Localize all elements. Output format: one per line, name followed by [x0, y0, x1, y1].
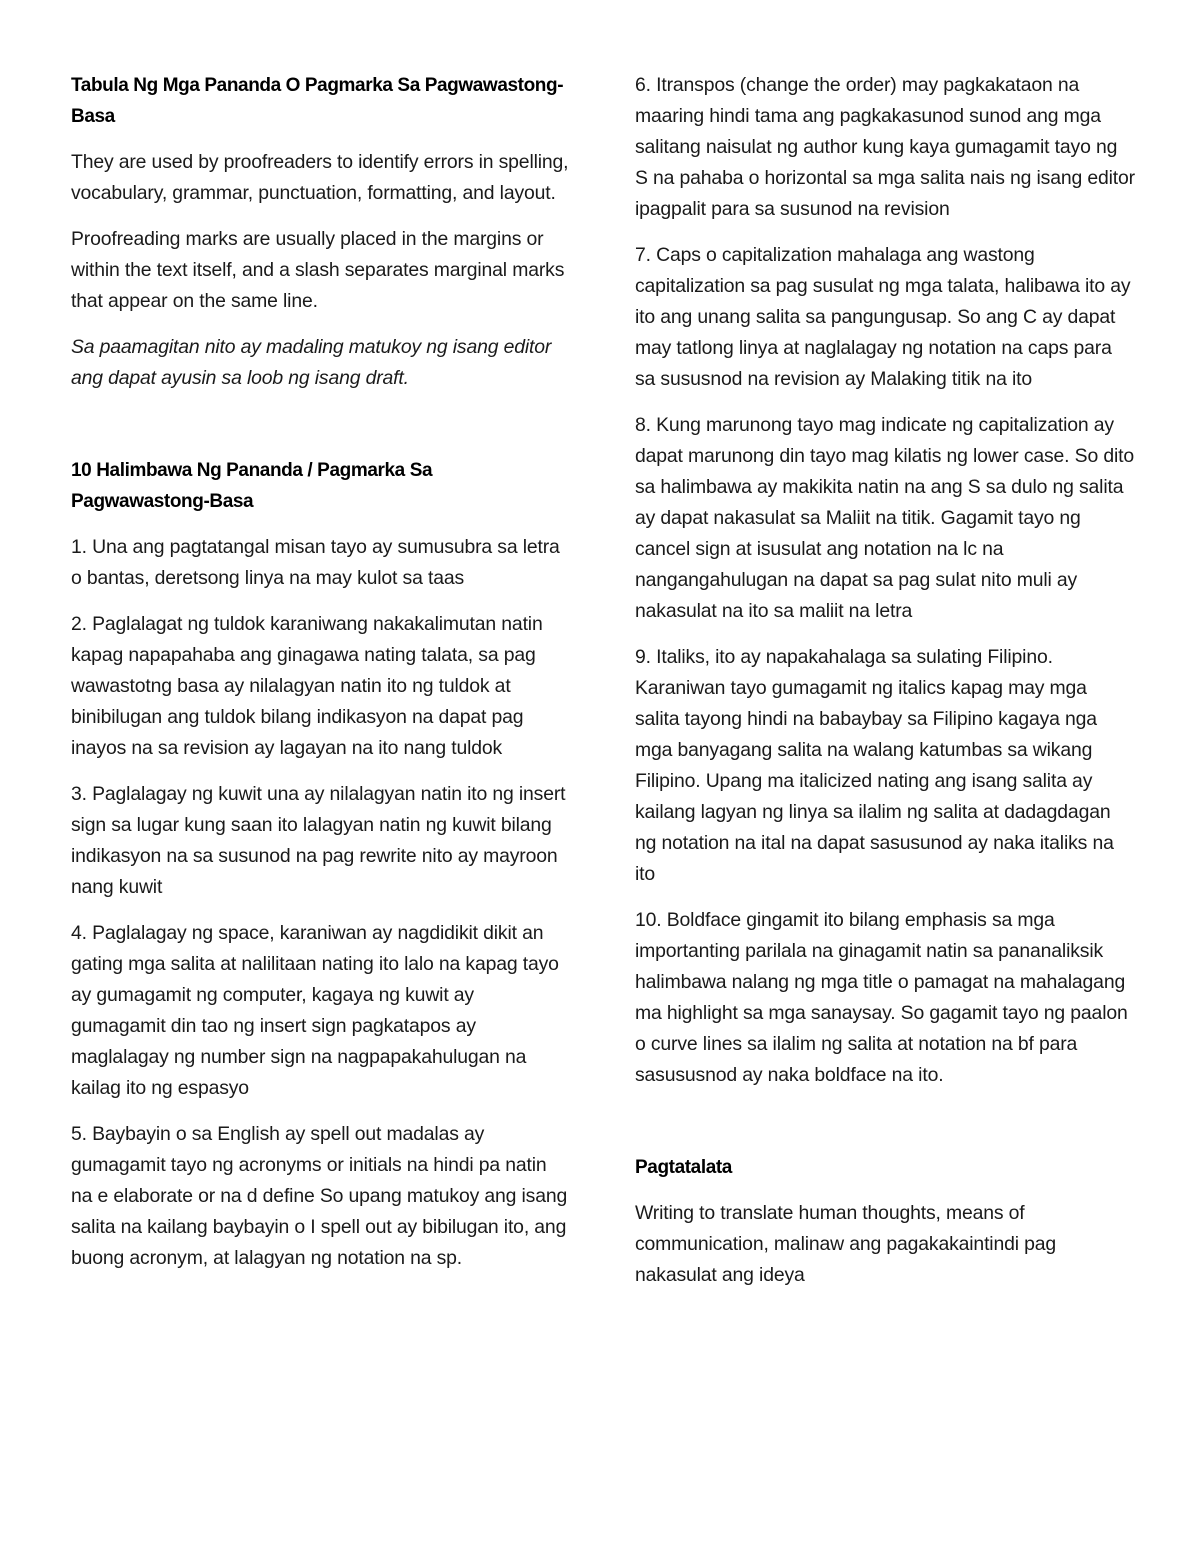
section-spacer	[71, 409, 571, 455]
section-title-halimbawa: 10 Halimbawa Ng Pananda / Pagmarka Sa Pagwawastong-Basa	[71, 460, 433, 512]
paragraph-proofreading-marks: Proofreading marks are usually placed in the margins or within the text itself, and a slash separates marginal marks that appear on the same line.	[71, 228, 565, 312]
list-item: 2. Paglalagat ng tuldok karaniwang nakakalimutan natin kapag napapahaba ang ginagawa nating talata, sa pag wawastotng basa ay nilalagyan natin ito ng tuldok at binibilugan ang tuldok bilang indikasyon na dapat pag inayos na sa revision ay lagayan na ito nang tuldok	[71, 613, 543, 759]
section-title-pagtatalata: Pagtatalata	[635, 1157, 732, 1178]
list-item: 9. Italiks, ito ay napakahalaga sa sulating Filipino. Karaniwan tayo gumagamit ng italics kapag may mga salita tayong hindi na babaybay sa Filipino kagaya nga mga banyagang salita na walang katumbas sa wikang Filipino. Upang ma italicized nating ang isang salita ay kailang lagyan ng linya sa ilalim ng salita at dadagdagan ng notation na ital na dapat sasusunod ay naka italiks na ito	[635, 646, 1114, 885]
list-item: 1. Una ang pagtatangal misan tayo ay sumusubra sa letra o bantas, deretsong linya na may kulot sa taas	[71, 536, 560, 589]
section-title-tabula: Tabula Ng Mga Pananda O Pagmarka Sa Pagwawastong-Basa	[71, 75, 564, 127]
list-item: 10. Boldface gingamit ito bilang emphasis sa mga importanting parilala na ginagamit natin sa pananaliksik halimbawa nalang ng mga title o pamagat na mahalagang ma highlight sa mga sanaysay. So gagamit tayo ng paalon o curve lines sa ilalim ng salita at notation na bf para sasususnod ay naka boldface na ito.	[635, 909, 1128, 1086]
paragraph-proofreaders: They are used by proofreaders to identify errors in spelling, vocabulary, grammar, punctuation, formatting, and layout.	[71, 151, 569, 204]
right-column	[635, 70, 1135, 1306]
paragraph-pagtatalata: Writing to translate human thoughts, means of communication, malinaw ang pagakakaintindi pag nakasulat ang ideya	[635, 1202, 1057, 1286]
list-item: 3. Paglalagay ng kuwit una ay nilalagyan natin ito ng insert sign sa lugar kung saan ito lalagyan natin ng kuwit bilang indikasyon na sa susunod na pag rewrite nito ay mayroon nang kuwit	[71, 783, 566, 898]
left-column	[71, 70, 571, 1289]
list-item: 6. Itranspos (change the order) may pagkakataon na maaring hindi tama ang pagkakasunod sunod ang mga salitang naisulat ng author kung kaya gumagamit tayo ng S na pahaba o horizontal sa mga salita nais ng isang editor ipagpalit para sa susunod na revision	[635, 74, 1135, 220]
list-item: 5. Baybayin o sa English ay spell out madalas ay gumagamit tayo ng acronyms or initials na hindi pa natin na e elaborate or na d define So upang matukoy ang isang salita na kailang baybayin o I spell out ay bibilugan ito, ang buong acronym, at lalagyan ng notation na sp.	[71, 1123, 568, 1269]
section-spacer	[635, 1106, 1135, 1152]
list-item: 7. Caps o capitalization mahalaga ang wastong capitalization sa pag susulat ng mga talata, halibawa ito ay ito ang unang salita sa pangungusap. So ang C ay dapat may tatlong linya at naglalagay ng notation na caps para sa sususnod na revision ay Malaking titik na ito	[635, 244, 1131, 390]
list-item: 4. Paglalagay ng space, karaniwan ay nagdidikit dikit an gating mga salita at nalilitaan nating ito lalo na kapag tayo ay gumagamit ng computer, kagaya ng kuwit ay gumagamit din tao ng insert sign pagkatapos ay maglalagay ng number sign na nagpapakahulugan na kailag ito ng espasyo	[71, 922, 559, 1099]
paragraph-italic-note: Sa paamagitan nito ay madaling matukoy ng isang editor ang dapat ayusin sa loob ng isang draft.	[71, 336, 552, 389]
list-item: 8. Kung marunong tayo mag indicate ng capitalization ay dapat marunong din tayo mag kilatis ng lower case. So dito sa halimbawa ay makikita natin na ang S sa dulo ng salita ay dapat nakasulat sa Maliit na titik. Gagamit tayo ng cancel sign at isusulat ang notation na lc na nangangahulugan na dapat sa pag sulat nito muli ay nakasulat na ito sa maliit na letra	[635, 414, 1134, 622]
